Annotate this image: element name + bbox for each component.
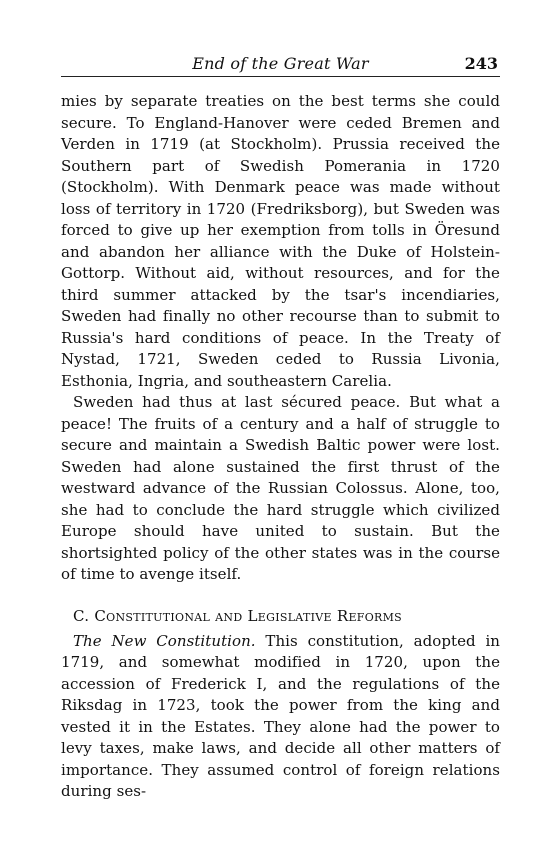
running-title: End of the Great War — [192, 54, 369, 73]
paragraph-lead-in: The New Constitution. — [73, 631, 256, 650]
paragraph-peace: Sweden had thus at last sécured peace. But what a peace! The fruits of a century and a half of struggle to secure and maintain a Swedish Baltic power were lost. Sweden had alone sustained the first thrust of the westward advance of the Russian Colossus. Alone, too, she had to conclude the hard struggle which civilized Europe should have united to sustain. But the shortsighted policy of the other states was in the course of time to avenge itself. — [61, 393, 500, 583]
page-number: 243 — [464, 54, 498, 73]
section-letter: C. — [73, 606, 90, 625]
paragraph-treaties: mies by separate treaties on the best terms she could secure. To England-Hanover were ceded Bremen and Verden in 1719 (at Stockholm). Prussia received the Southern part of Swedish Pomerania in 1720 (Stockholm). With Denmark peace was made without loss of territory in 1720 (Fredriksborg), but Sweden was forced to give up her exemption from tolls in Öresund and abandon her alliance with the Duke of Holstein-Gottorp. Without aid, without resources, and for the third summer attacked by the tsar's incendiaries, Sweden had finally no other recourse than to submit to Russia's hard conditions of peace. In the Treaty of Nystad, 1721, Sweden ceded to Russia Livonia, Esthonia, Ingria, and southeastern Carelia. — [61, 92, 500, 390]
paragraph-text: This constitution, adopted in 1719, and somewhat modified in 1720, upon the accession of Frederick I, and the regulations of the Riksdag in 1723, took the power from the king and vested it in the Estates. They alone had the power to levy taxes, make laws, and decide all other matters of importance. They assumed control of foreign relations during ses- — [61, 631, 500, 800]
body-text — [61, 91, 500, 803]
running-head — [61, 52, 500, 77]
paragraph-new-constitution — [61, 631, 500, 803]
section-heading — [61, 606, 500, 627]
section-title: Constitutional and Legislative Reforms — [94, 606, 403, 625]
book-page — [61, 52, 500, 803]
